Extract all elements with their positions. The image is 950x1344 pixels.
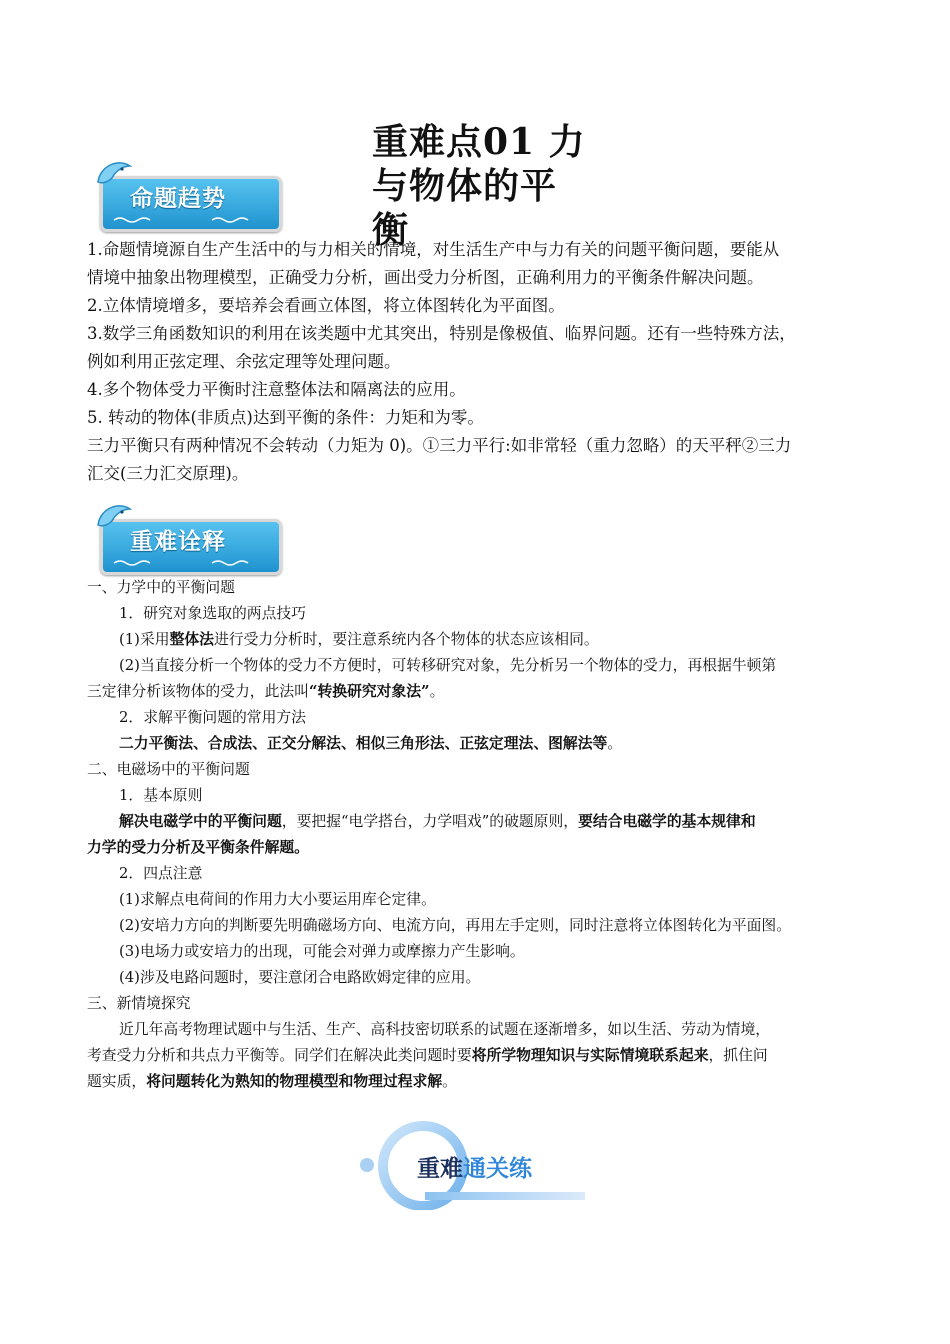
bold-text: 解决电磁学中的平衡问题 (119, 813, 282, 830)
paragraph (87, 731, 877, 757)
subheading: 1．研究对象选取的两点技巧 (119, 605, 306, 622)
text: 。 (429, 683, 445, 700)
page-title: 重难点01 力与物体的平衡 (372, 121, 586, 251)
badge-label: 命题趋势 (130, 186, 226, 212)
text: 题实质， (87, 1073, 147, 1090)
trend-line: 情境中抽象出物理模型，正确受力分析，画出受力分析图，正确利用力的平衡条件解决问题。 (87, 268, 764, 287)
note-item: (1)求解点电荷间的作用力大小要运用库仑定律。 (119, 891, 436, 908)
bold-text: 力学的受力分析及平衡条件解题。 (87, 839, 309, 856)
trend-line: 3.数学三角函数知识的利用在该类题中尤其突出，特别是像极值、临界问题。还有一些特殊方法， (87, 324, 796, 343)
bold-text: 要结合电磁学的基本规律和 (578, 813, 756, 830)
heading: 三、新情境探究 (87, 995, 191, 1012)
subheading: 1．基本原则 (119, 787, 203, 804)
trend-line: 汇交(三力汇交原理)。 (87, 464, 249, 483)
explain-body (87, 575, 877, 1095)
bold-text: 二力平衡法、合成法、正交分解法、相似三角形法、正弦定理法、图解法等 (119, 735, 608, 752)
text: 三定律分析该物体的受力，此法叫 (87, 683, 309, 700)
note-item: (4)涉及电路问题时，要注意闭合电路欧姆定律的应用。 (119, 969, 481, 986)
note-item: (3)电场力或安培力的出现，可能会对弹力或摩擦力产生影响。 (119, 943, 525, 960)
badge-explain (92, 503, 282, 573)
paragraph: (2)当直接分析一个物体的受力不方便时，可转移研究对象，先分析另一个物体的受力，再根据牛顿第 (119, 657, 777, 674)
badge-label: 重难诠释 (130, 529, 226, 555)
practice-banner (355, 1120, 595, 1210)
heading: 一、力学中的平衡问题 (87, 579, 235, 596)
trend-line: 5. 转动的物体(非质点)达到平衡的条件：力矩和为零。 (87, 408, 484, 427)
text: 进行受力分析时，要注意系统内各个物体的状态应该相同。 (213, 631, 599, 648)
trend-line: 4.多个物体受力平衡时注意整体法和隔离法的应用。 (87, 380, 466, 399)
text: ，要把握“电学搭台，力学唱戏”的破题原则， (281, 813, 579, 830)
trend-paragraph (87, 236, 887, 488)
bold-text: 整体法 (169, 631, 214, 648)
paragraph (87, 1043, 877, 1069)
text: ，抓住问 (708, 1047, 768, 1064)
paragraph (87, 809, 877, 835)
text: 。 (442, 1073, 457, 1090)
bold-text: “转换研究对象法” (308, 683, 430, 700)
trend-line: 2.立体情境增多，要培养会看画立体图，将立体图转化为平面图。 (87, 296, 565, 315)
paragraph (87, 679, 877, 705)
practice-title-part2: 通关练 (463, 1156, 532, 1182)
text: 。 (607, 735, 623, 752)
paragraph (87, 1069, 877, 1095)
paragraph: 近几年高考物理试题中与生活、生产、高科技密切联系的试题在逐渐增多，如以生活、劳动为情境， (119, 1021, 771, 1038)
subheading: 2．求解平衡问题的常用方法 (119, 709, 306, 726)
trend-line: 例如利用正弦定理、余弦定理等处理问题。 (87, 352, 401, 371)
text: (1)采用 (119, 631, 170, 648)
bold-text: 将问题转化为熟知的物理模型和物理过程求解 (146, 1073, 443, 1090)
practice-title (417, 1150, 532, 1183)
trend-line: 1.命题情境源自生产生活中的与力相关的情境，对生活生产中与力有关的问题平衡问题，要能从 (87, 240, 780, 259)
practice-title-part1: 重难 (417, 1156, 463, 1182)
paragraph (87, 627, 877, 653)
badge-trend (92, 160, 282, 230)
bold-text: 将所学物理知识与实际情境联系起来 (471, 1047, 709, 1064)
text: 考查受力分析和共点力平衡等。同学们在解决此类问题时要 (87, 1047, 472, 1064)
heading: 二、电磁场中的平衡问题 (87, 761, 250, 778)
paragraph (87, 835, 877, 861)
trend-line: 三力平衡只有两种情况不会转动（力矩为 0)。①三力平行:如非常轻（重力忽略）的天平秤②三力 (87, 436, 792, 455)
subheading: 2．四点注意 (119, 865, 203, 882)
note-item: (2)安培力方向的判断要先明确磁场方向、电流方向，再用左手定则，同时注意将立体图转化为平面图。 (119, 917, 792, 934)
